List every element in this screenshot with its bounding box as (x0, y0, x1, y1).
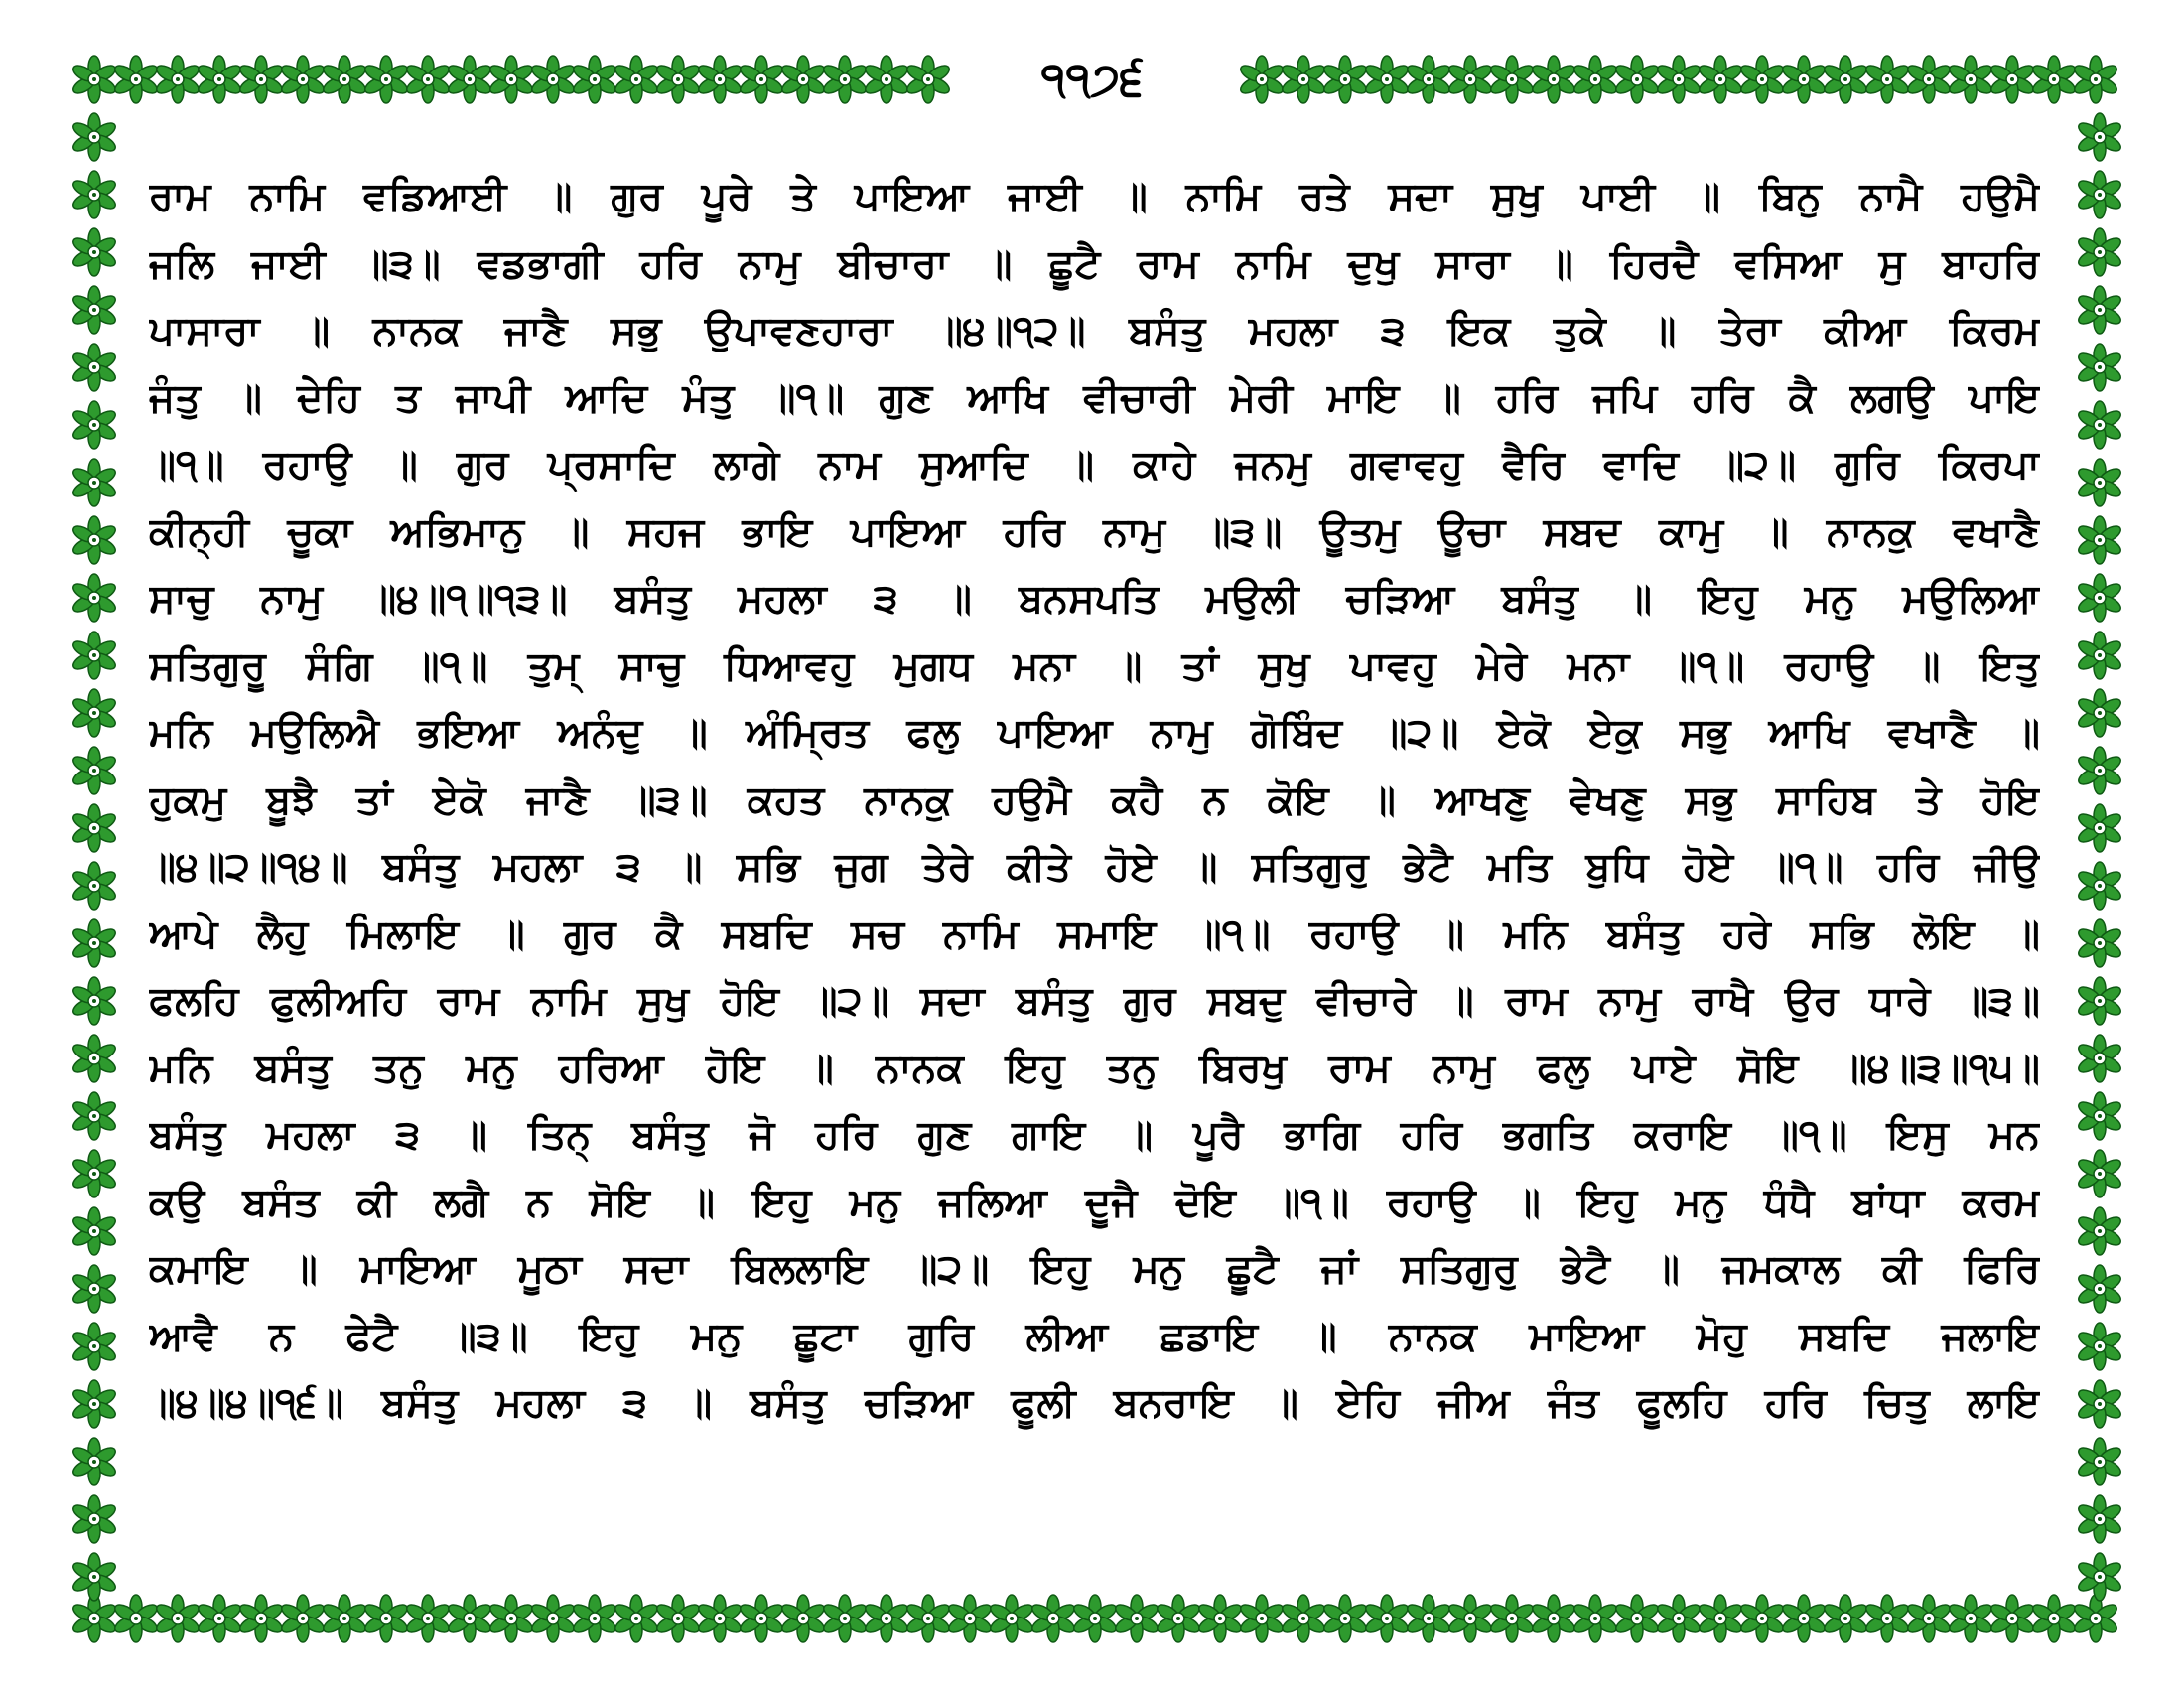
flower-ornament (1196, 1595, 1244, 1642)
text-line: ॥੪॥੨॥੧੪॥ ਬਸੰਤੁ ਮਹਲਾ ੩ ॥ ਸਭਿ ਜੁਗ ਤੇਰੇ ਕੀਤੇ ਹੋਏ ॥ ਸਤਿਗੁਰੁ ਭੇਟੈ ਮਤਿ ਬੁਧਿ ਹੋਏ ॥੧॥ ਹਰਿ ਜੀਉ (149, 844, 2040, 890)
flower-ornament (70, 1438, 118, 1485)
flower-ornament (446, 1595, 493, 1642)
flower-ornament (70, 286, 118, 334)
flower-ornament (70, 1323, 118, 1370)
flower-ornament (70, 459, 118, 506)
flower-ornament (2076, 459, 2123, 506)
flower-ornament (1905, 1595, 1953, 1642)
flower-ornament (2076, 1380, 2123, 1428)
flower-ornament (1863, 1595, 1911, 1642)
text-line: ਜੰਤੁ ॥ ਦੇਹਿ ਤ ਜਾਪੀ ਆਦਿ ਮੰਤੁ ॥੧॥ ਗੁਣ ਆਖਿ ਵੀਚਾਰੀ ਮੇਰੀ ਮਾਇ ॥ ਹਰਿ ਜਪਿ ਹਰਿ ਕੈ ਲਗਉ ਪਾਇ (149, 374, 2040, 421)
text-line: ਕੀਨ੍ਹੀ ਚੂਕਾ ਅਭਿਮਾਨੁ ॥ ਸਹਜ ਭਾਇ ਪਾਇਆ ਹਰਿ ਨਾਮੁ ॥੩॥ ਊਤਮੁ ਊਚਾ ਸਬਦ ਕਾਮੁ ॥ ਨਾਨਕੁ ਵਖਾਣੈ (149, 508, 2040, 555)
flower-ornament (2076, 1035, 2123, 1082)
flower-ornament (2076, 171, 2123, 218)
text-line: ਮਨਿ ਮਉਲਿਐ ਭਇਆ ਅਨੰਦੁ ॥ ਅੰਮ੍ਰਿਤ ਫਲੁ ਪਾਇਆ ਨਾਮੁ ਗੋਬਿੰਦ ॥੨॥ ਏਕੋ ਏਕੁ ਸਭੁ ਆਖਿ ਵਖਾਣੈ ॥ (149, 710, 2040, 756)
flower-ornament (362, 1595, 410, 1642)
flower-ornament (70, 171, 118, 218)
flower-ornament (70, 632, 118, 679)
flower-ornament (70, 1495, 118, 1543)
flower-ornament (2076, 286, 2123, 334)
flower-ornament (70, 689, 118, 737)
flower-ornament (2076, 1438, 2123, 1485)
flower-ornament (2076, 1150, 2123, 1197)
flower-ornament (1446, 1595, 1494, 1642)
flower-ornament (2076, 401, 2123, 449)
flower-ornament (2072, 1595, 2119, 1642)
flower-ornament (2076, 1553, 2123, 1601)
flower-ornament (70, 1092, 118, 1140)
text-line: ਆਵੈ ਨ ਫੇਟੈ ॥੩॥ ਇਹੁ ਮਨੁ ਛੂਟਾ ਗੁਰਿ ਲੀਆ ਛਡਾਇ ॥ ਨਾਨਕ ਮਾਇਆ ਮੋਹੁ ਸਬਦਿ ਜਲਾਇ (149, 1313, 2040, 1359)
flower-ornament (112, 1595, 160, 1642)
text-line: ॥੪॥੪॥੧੬॥ ਬਸੰਤੁ ਮਹਲਾ ੩ ॥ ਬਸੰਤੁ ਚੜਿਆ ਫੂਲੀ ਬਨਰਾਇ ॥ ਏਹਿ ਜੀਅ ਜੰਤ ਫੂਲਹਿ ਹਰਿ ਚਿਤੁ ਲਾਇ (149, 1380, 2040, 1426)
flower-ornament (988, 1595, 1035, 1642)
flower-ornament (1029, 1595, 1077, 1642)
flower-ornament (70, 862, 118, 910)
flower-ornament (2076, 632, 2123, 679)
flower-ornament (2076, 574, 2123, 622)
flower-ornament (70, 1207, 118, 1255)
flower-ornament (487, 1595, 535, 1642)
flower-ornament (2076, 977, 2123, 1025)
flower-ornament (70, 919, 118, 967)
flower-ornament (321, 1595, 368, 1642)
flower-ornament (1571, 1595, 1619, 1642)
flower-ornament (70, 804, 118, 852)
flower-ornament (2076, 862, 2123, 910)
text-line: ਸਾਚੁ ਨਾਮੁ ॥੪॥੧॥੧੩॥ ਬਸੰਤੁ ਮਹਲਾ ੩ ॥ ਬਨਸਪਤਿ ਮਉਲੀ ਚੜਿਆ ਬਸੰਤੁ ॥ ਇਹੁ ਮਨੁ ਮਉਲਿਆ (149, 576, 2040, 622)
flower-ornament (2076, 747, 2123, 794)
flower-ornament (2076, 1323, 2123, 1370)
flower-ornament (404, 1595, 452, 1642)
flower-ornament (1697, 1595, 1744, 1642)
flower-ornament (904, 1595, 952, 1642)
flower-ornament (1405, 1595, 1452, 1642)
flower-ornament (863, 1595, 910, 1642)
text-line: ਕਉ ਬਸੰਤ ਕੀ ਲਗੈ ਨ ਸੋਇ ॥ ਇਹੁ ਮਨੁ ਜਲਿਆ ਦੂਜੈ ਦੋਇ ॥੧॥ ਰਹਾਉ ॥ ਇਹੁ ਮਨੁ ਧੰਧੈ ਬਾਂਧਾ ਕਰਮ (149, 1179, 2040, 1225)
text-line: ਰਾਮ ਨਾਮਿ ਵਡਿਆਈ ॥ ਗੁਰ ਪੂਰੇ ਤੇ ਪਾਇਆ ਜਾਈ ॥ ਨਾਮਿ ਰਤੇ ਸਦਾ ਸੁਖੁ ਪਾਈ ॥ ਬਿਨੁ ਨਾਮੈ ਹਉਮੈ (149, 174, 2040, 219)
text-line: ਸਤਿਗੁਰੂ ਸੰਗਿ ॥੧॥ ਤੁਮ੍ ਸਾਚੁ ਧਿਆਵਹੁ ਮੁਗਧ ਮਨਾ ॥ ਤਾਂ ਸੁਖੁ ਪਾਵਹੁ ਮੇਰੇ ਮਨਾ ॥੧॥ ਰਹਾਉ ॥ ਇਤੁ (149, 642, 2040, 689)
flower-ornament (2076, 1265, 2123, 1313)
text-line: ਆਪੇ ਲੈਹੁ ਮਿਲਾਇ ॥ ਗੁਰ ਕੈ ਸਬਦਿ ਸਚ ਨਾਮਿ ਸਮਾਇ ॥੧॥ ਰਹਾਉ ॥ ਮਨਿ ਬਸੰਤੁ ਹਰੇ ਸਭਿ ਲੋਇ ॥ (149, 911, 2040, 957)
flower-ornament (2076, 1207, 2123, 1255)
flower-ornament (70, 977, 118, 1025)
text-line: ਬਸੰਤੁ ਮਹਲਾ ੩ ॥ ਤਿਨ੍ ਬਸੰਤੁ ਜੋ ਹਰਿ ਗੁਣ ਗਾਇ ॥ ਪੂਰੈ ਭਾਗਿ ਹਰਿ ਭਗਤਿ ਕਰਾਇ ॥੧॥ ਇਸੁ ਮਨ (149, 1112, 2040, 1158)
text-line: ॥੧॥ ਰਹਾਉ ॥ ਗੁਰ ਪ੍ਰਸਾਦਿ ਲਾਗੇ ਨਾਮ ਸੁਆਦਿ ॥ ਕਾਹੇ ਜਨਮੁ ਗਵਾਵਹੁ ਵੈਰਿ ਵਾਦਿ ॥੨॥ ਗੁਰਿ ਕਿਰਪਾ (149, 442, 2040, 488)
flower-ornament (2076, 344, 2123, 391)
flower-ornament (2030, 1595, 2078, 1642)
text-line: ਫਲਹਿ ਫੁਲੀਅਹਿ ਰਾਮ ਨਾਮਿ ਸੁਖੁ ਹੋਇ ॥੨॥ ਸਦਾ ਬਸੰਤੁ ਗੁਰ ਸਬਦੁ ਵੀਚਾਰੇ ॥ ਰਾਮ ਨਾਮੁ ਰਾਖੈ ਉਰ ਧਾਰੇ ॥੩॥ (149, 978, 2040, 1024)
flower-ornament (2076, 1495, 2123, 1543)
flower-ornament (738, 1595, 785, 1642)
flower-ornament (1613, 1595, 1661, 1642)
text-block (149, 164, 2040, 1438)
flower-ornament (154, 1595, 202, 1642)
flower-ornament (1738, 1595, 1786, 1642)
flower-ornament (821, 1595, 869, 1642)
page-number: ੧੧੭੬ (1001, 44, 1182, 113)
flower-ornament (70, 1380, 118, 1428)
flower-ornament (1113, 1595, 1160, 1642)
flower-ornament (654, 1595, 702, 1642)
flower-ornament (2076, 228, 2123, 276)
flower-ornament (2076, 689, 2123, 737)
flower-ornament (70, 113, 118, 161)
flower-ornament (70, 1265, 118, 1313)
flower-ornament (279, 1595, 327, 1642)
flower-ornament (946, 1595, 994, 1642)
flower-ornament (70, 1553, 118, 1601)
flower-ornament (779, 1595, 827, 1642)
flower-ornament (529, 1595, 577, 1642)
flower-ornament (613, 1595, 660, 1642)
flower-ornament (70, 1035, 118, 1082)
flower-ornament (2076, 919, 2123, 967)
text-line: ਮਨਿ ਬਸੰਤੁ ਤਨੁ ਮਨੁ ਹਰਿਆ ਹੋਇ ॥ ਨਾਨਕ ਇਹੁ ਤਨੁ ਬਿਰਖੁ ਰਾਮ ਨਾਮੁ ਫਲੁ ਪਾਏ ਸੋਇ ॥੪॥੩॥੧੫॥ (149, 1045, 2040, 1091)
flower-ornament (1488, 1595, 1536, 1642)
flower-ornament (196, 1595, 243, 1642)
flower-ornament (1780, 1595, 1828, 1642)
flower-ornament (1238, 1595, 1286, 1642)
flower-ornament (696, 1595, 744, 1642)
flower-ornament (70, 1595, 118, 1642)
flower-ornament (1363, 1595, 1411, 1642)
page-number-area (0, 44, 2184, 113)
flower-ornament (1321, 1595, 1369, 1642)
flower-ornament (2076, 516, 2123, 564)
flower-ornament (1071, 1595, 1119, 1642)
flower-ornament (1155, 1595, 1202, 1642)
text-line: ਹੁਕਮੁ ਬੂਝੈ ਤਾਂ ਏਕੋ ਜਾਣੈ ॥੩॥ ਕਹਤ ਨਾਨਕੁ ਹਉਮੈ ਕਹੈ ਨ ਕੋਇ ॥ ਆਖਣੁ ਵੇਖਣੁ ਸਭੁ ਸਾਹਿਬ ਤੇ ਹੋਇ (149, 776, 2040, 823)
flower-ornament (1988, 1595, 2036, 1642)
flower-ornament (70, 516, 118, 564)
flower-ornament (1655, 1595, 1703, 1642)
flower-ornament (1947, 1595, 1994, 1642)
flower-ornament (237, 1595, 285, 1642)
flower-ornament (2076, 113, 2123, 161)
text-line: ਜਲਿ ਜਾਈ ॥੩॥ ਵਡਭਾਗੀ ਹਰਿ ਨਾਮੁ ਬੀਚਾਰਾ ॥ ਛੂਟੈ ਰਾਮ ਨਾਮਿ ਦੁਖੁ ਸਾਰਾ ॥ ਹਿਰਦੈ ਵਸਿਆ ਸੁ ਬਾਹਰਿ (149, 240, 2040, 287)
text-line: ਪਾਸਾਰਾ ॥ ਨਾਨਕ ਜਾਣੈ ਸਭੁ ਉਪਾਵਣਹਾਰਾ ॥੪॥੧੨॥ ਬਸੰਤੁ ਮਹਲਾ ੩ ਇਕ ਤੁਕੇ ॥ ਤੇਰਾ ਕੀਆ ਕਿਰਮ (149, 308, 2040, 353)
text-line: ਕਮਾਇ ॥ ਮਾਇਆ ਮੂਠਾ ਸਦਾ ਬਿਲਲਾਇ ॥੨॥ ਇਹੁ ਮਨੁ ਛੂਟੈ ਜਾਂ ਸਤਿਗੁਰੁ ਭੇਟੈ ॥ ਜਮਕਾਲ ਕੀ ਫਿਰਿ (149, 1246, 2040, 1292)
flower-ornament (2076, 1092, 2123, 1140)
flower-ornament (1280, 1595, 1327, 1642)
flower-ornament (70, 228, 118, 276)
flower-ornament (70, 747, 118, 794)
flower-ornament (70, 401, 118, 449)
flower-ornament (1530, 1595, 1577, 1642)
flower-ornament (571, 1595, 618, 1642)
flower-ornament (2076, 804, 2123, 852)
flower-ornament (1822, 1595, 1869, 1642)
flower-ornament (70, 1150, 118, 1197)
flower-ornament (70, 344, 118, 391)
flower-ornament (70, 574, 118, 622)
